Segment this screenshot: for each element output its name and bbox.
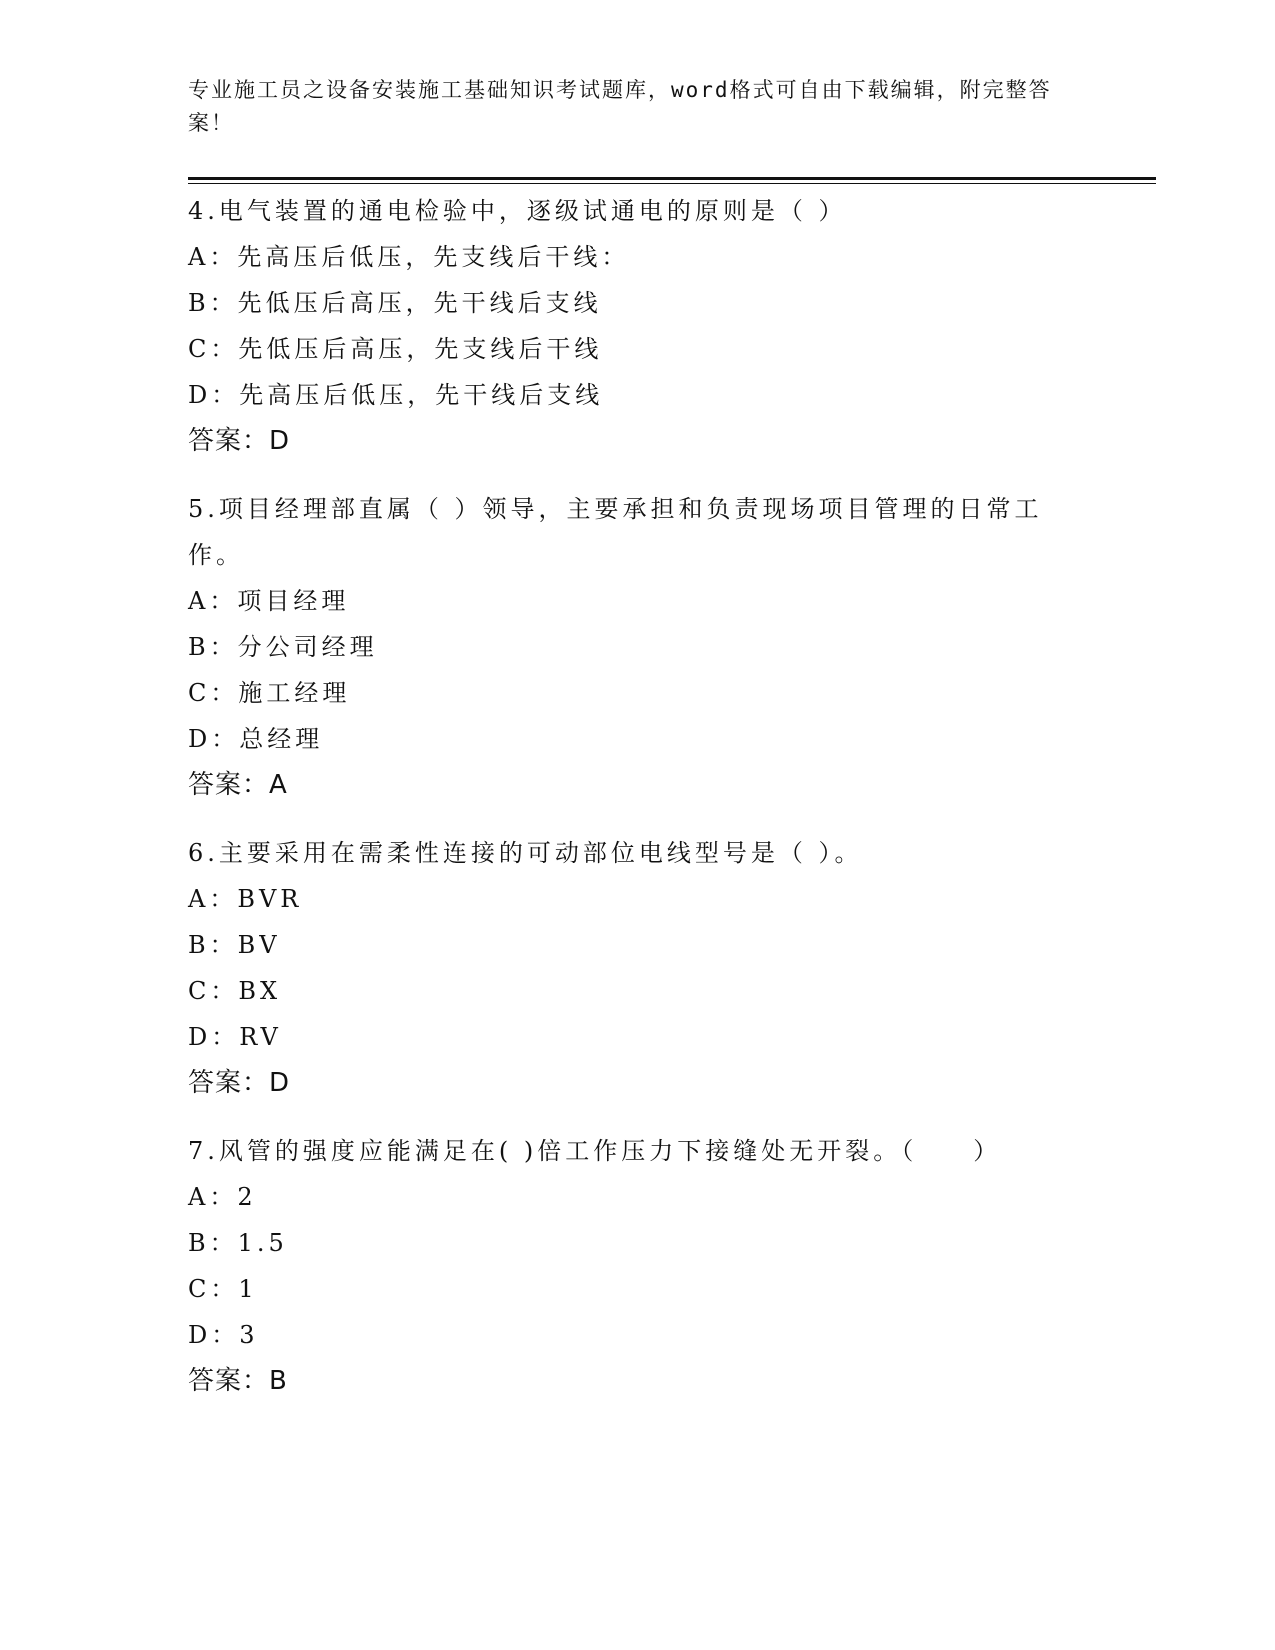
option-d: D：RV <box>188 1023 282 1051</box>
question-list <box>188 188 1088 1426</box>
option-d: D：3 <box>188 1321 259 1349</box>
question-6 <box>188 830 1088 1106</box>
option-a: A：2 <box>188 1183 257 1211</box>
question-stem: 7.风管的强度应能满足在( )倍工作压力下接缝处无开裂。（ ） <box>188 1137 1002 1165</box>
option-a: A：先高压后低压，先支线后干线： <box>188 243 630 271</box>
option-b: B：1.5 <box>188 1229 288 1257</box>
document-header: 专业施工员之设备安装施工基础知识考试题库，word格式可自由下载编辑，附完整答案！ <box>188 78 1052 135</box>
option-c: C：施工经理 <box>188 679 351 707</box>
question-stem: 4.电气装置的通电检验中，逐级试通电的原则是（ ） <box>188 197 847 225</box>
option-d: D：先高压后低压，先干线后支线 <box>188 381 604 409</box>
answer-line: 答案：B <box>188 1366 288 1396</box>
question-7 <box>188 1128 1088 1404</box>
question-5 <box>188 486 1088 808</box>
option-b: B：先低压后高压，先干线后支线 <box>188 289 602 317</box>
question-stem: 5.项目经理部直属（ ）领导，主要承担和负责现场项目管理的日常工作。 <box>188 495 1043 569</box>
option-b: B：BV <box>188 931 281 959</box>
question-stem: 6.主要采用在需柔性连接的可动部位电线型号是（ ）。 <box>188 839 863 867</box>
option-c: C：1 <box>188 1275 258 1303</box>
option-c: C：先低压后高压，先支线后干线 <box>188 335 603 363</box>
option-a: A：项目经理 <box>188 587 350 615</box>
answer-line: 答案：A <box>188 770 288 800</box>
header-divider-thin <box>188 183 1156 184</box>
option-a: A：BVR <box>188 885 303 913</box>
option-d: D：总经理 <box>188 725 324 753</box>
option-c: C：BX <box>188 977 282 1005</box>
question-4 <box>188 188 1088 464</box>
answer-line: 答案：D <box>188 1068 291 1098</box>
header-divider-thick <box>188 177 1156 180</box>
answer-line: 答案：D <box>188 426 291 456</box>
option-b: B：分公司经理 <box>188 633 378 661</box>
